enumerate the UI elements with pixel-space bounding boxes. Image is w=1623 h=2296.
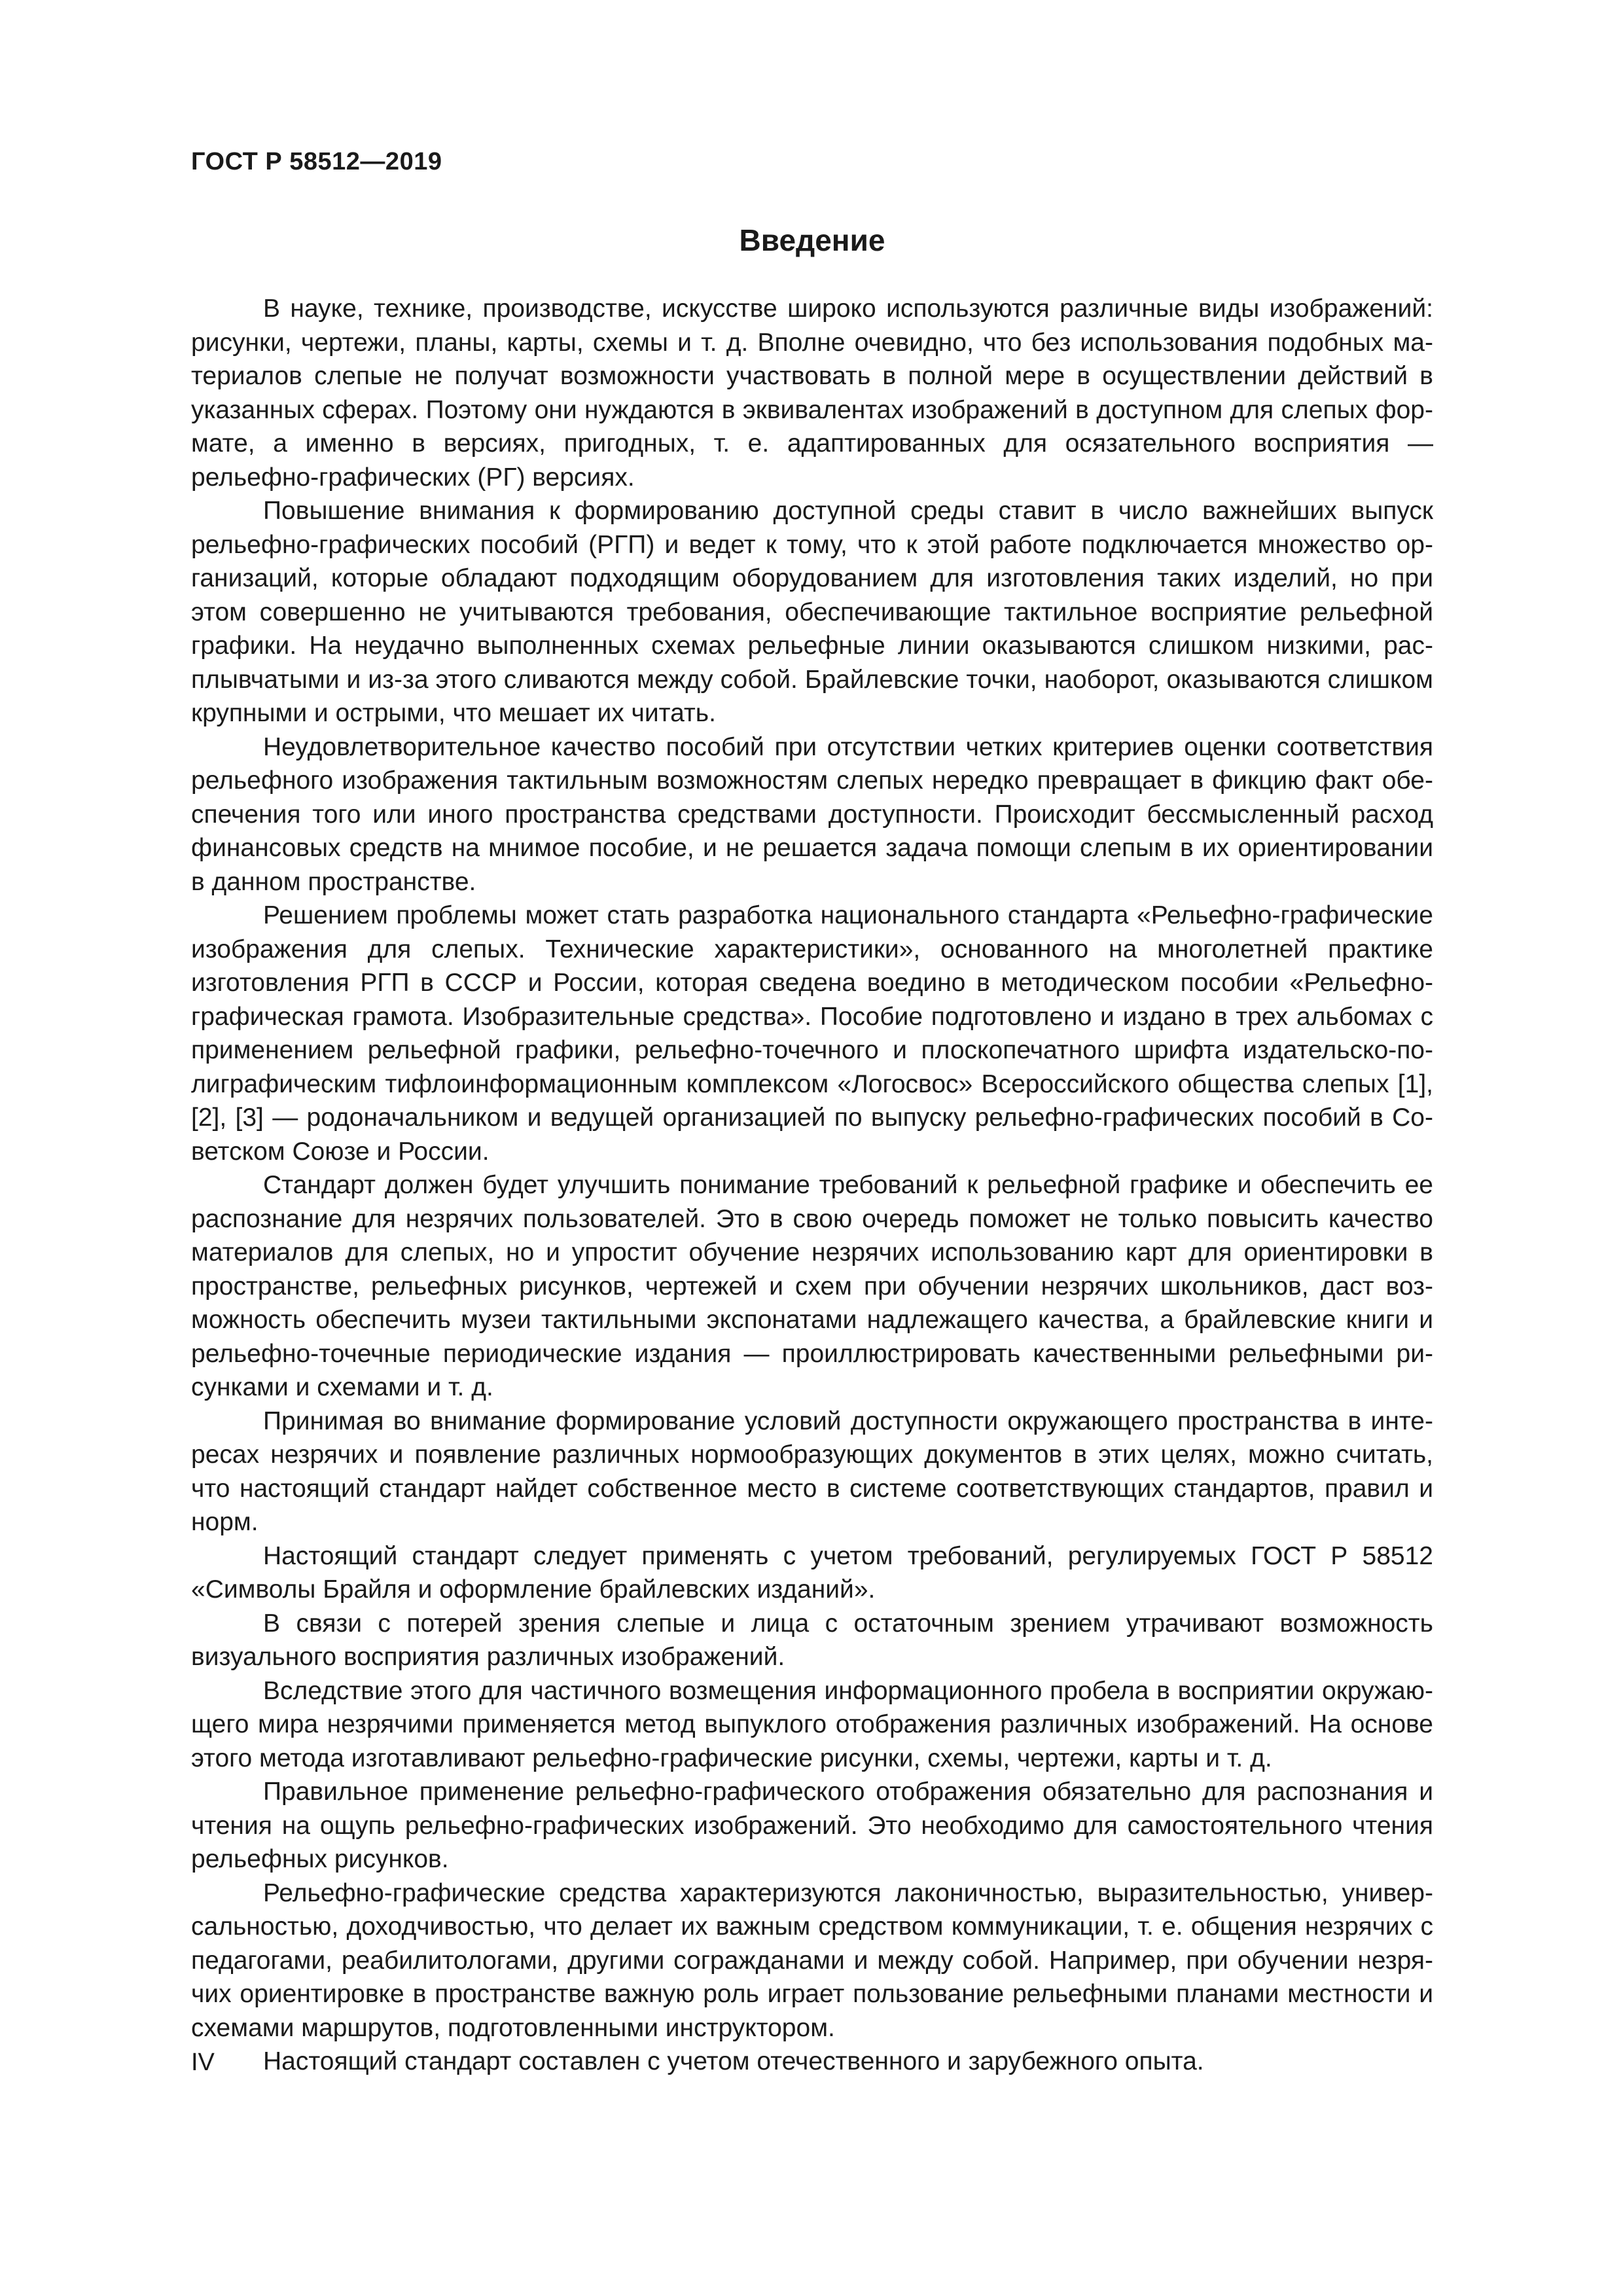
paragraph: Правильное применение рельефно-графического отображения обязательно для распознания и чтения на ощупь рельефно-графических изображений. Это необходимо для самостоятельного чтения рельефных рисунков.	[191, 1778, 1433, 1873]
paragraph: Стандарт должен будет улучшить понимание требований к рельефной графике и обеспечить ее распознание для незрячих пользователей. Это в свою очередь поможет не только повысить качество материалов для слепых, но и упростит обучение незрячих использованию карт для ориентировки в пространстве, рельефных рисунков, чертежей и схем при обучении незрячих школьников, даст возможность обеспечить музеи тактильными экспонатами надлежащего качества, а брайлевские книги и рельефно-точечные периодические издания — проиллюстрировать качественными рельефными рисунками и схемами и т. д.	[191, 1171, 1433, 1401]
paragraph: Неудовлетворительное качество пособий при отсутствии четких критериев оценки соответствия рельефного изображения тактильным возможностям слепых нередко превращает в фикцию факт обеспечения того или иного пространства средствами доступности. Происходит бессмысленный расход финансовых средств на мнимое пособие, и не решается задача помощи слепым в их ориентировании в данном пространстве.	[191, 732, 1433, 896]
paragraph: Решением проблемы может стать разработка национального стандарта «Рельефно-графические изображения для слепых. Технические характеристики», основанного на многолетней практике изготовления РГП в СССР и России, которая сведена воедино в методическом пособии «Рельефно-графическая грамота. Изобразительные средства». Пособие подготовлено и издано в трех альбомах с применением рельефной графики, рельефно-точечного и плоскопечатного шрифта издательско-полиграфическим тифлоинформационным комплексом «Логосвос» Всероссийского общества слепых [1], [2], [3] — родоначальником и ведущей организацией по выпуску рельефно-графических пособий в Советском Союзе и России.	[191, 901, 1433, 1166]
paragraph: Настоящий стандарт следует применять с учетом требований, регулируемых ГОСТ Р 58512 «Символы Брайля и оформление брайлевских изданий».	[191, 1541, 1433, 1604]
paragraph: Повышение внимания к формированию доступной среды ставит в число важнейших выпуск рельефно-графических пособий (РГП) и ведет к тому, что к этой работе подключается множество организаций, которые обладают подходящим оборудованием для изготовления таких изделий, но при этом совершенно не учитываются требования, обеспечивающие тактильное восприятие рельефной графики. На неудачно выполненных схемах рельефные линии оказываются слишком низкими, расплывчатыми и из-за этого сливаются между собой. Брайлевские точки, наоборот, оказываются слишком крупными и острыми, что мешает их читать.	[191, 497, 1433, 727]
paragraph: Настоящий стандарт составлен с учетом отечественного и зарубежного опыта.	[263, 2047, 1204, 2075]
paragraph: В связи с потерей зрения слепые и лица с остаточным зрением утрачивают возможность визуального восприятия различных изображений.	[191, 1609, 1433, 1671]
paragraph: Вследствие этого для частичного возмещения информационного пробела в восприятии окружающего мира незрячими применяется метод выпуклого отображения различных изображений. На основе этого метода изготавливают рельефно-графические рисунки, схемы, чертежи, карты и т. д.	[191, 1676, 1433, 1772]
section-title: Введение	[739, 223, 885, 257]
introduction-body	[191, 292, 1433, 2079]
paragraph: Принимая во внимание формирование условий доступности окружающего пространства в интересах незрячих и появление различных нормообразующих документов в этих целях, можно считать, что настоящий стандарт найдет собственное место в системе соответствующих стандартов, правил и норм.	[191, 1407, 1433, 1536]
page-number: IV	[191, 2049, 215, 2076]
paragraph: В науке, технике, производстве, искусстве широко используются различные виды изображений: рисунки, чертежи, планы, карты, схемы и т. д. Вполне очевидно, что без использования подобных материалов слепые не получат возможности участвовать в полной мере в осуществлении действий в указанных сферах. Поэтому они нуждаются в эквивалентах изображений в доступном для слепых формате, а именно в версиях, пригодных, т. е. адаптированных для осязательного восприятия — рельефно-графических (РГ) версиях.	[191, 295, 1433, 492]
document-code: ГОСТ Р 58512—2019	[191, 148, 442, 175]
paragraph: Рельефно-графические средства характеризуются лаконичностью, выразительностью, универсальностью, доходчивостью, что делает их важным средством коммуникации, т. е. общения незрячих с педагогами, реабилитологами, другими согражданами и между собой. Например, при обучении незрячих ориентировке в пространстве важную роль играет пользование рельефными планами местности и схемами маршрутов, подготовленными инструктором.	[191, 1878, 1433, 2042]
